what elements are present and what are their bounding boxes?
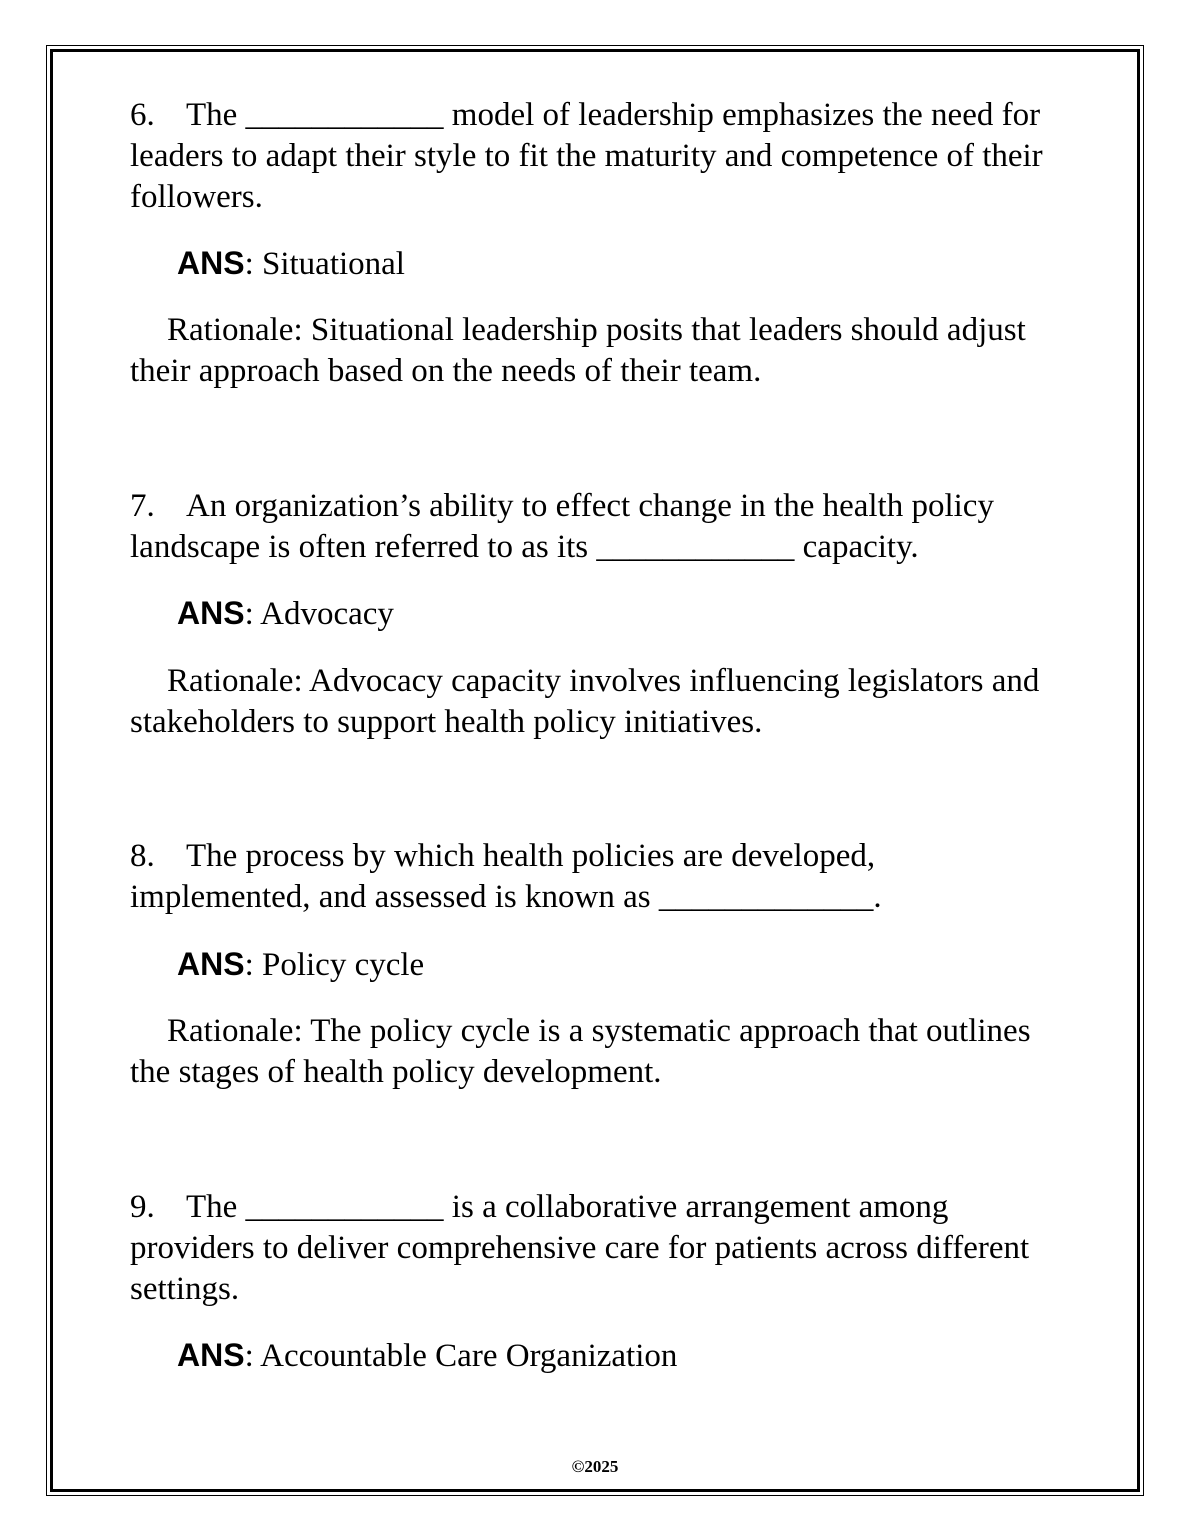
question-number: 9. (130, 1189, 155, 1225)
answer-9 (177, 1335, 677, 1377)
question-number: 8. (130, 838, 155, 874)
question-number: 7. (130, 488, 155, 524)
copyright-footer: ©2025 (571, 1457, 619, 1476)
question-9 (130, 1187, 1060, 1310)
question-text: The process by which health policies are developed, implemented, and assessed is known as _____________. (130, 838, 882, 915)
question-text: An organization’s ability to effect change in the health policy landscape is often referred to as its ____________ capacity. (130, 488, 994, 565)
answer-text: : Situational (244, 246, 405, 282)
rationale-8: Rationale: The policy cycle is a systematic approach that outlines the stages of health policy development. (130, 1013, 1031, 1090)
question-6 (130, 95, 1060, 218)
rationale-6: Rationale: Situational leadership posits that leaders should adjust their approach based on the needs of their team. (130, 312, 1026, 389)
question-number: 6. (130, 97, 155, 133)
answer-text: : Policy cycle (244, 947, 425, 983)
answer-label: ANS (177, 1337, 245, 1373)
question-text: The ____________ is a collaborative arrangement among providers to deliver comprehensive care for patients across different settings. (130, 1189, 1030, 1307)
question-7 (130, 486, 1060, 568)
answer-text: : Advocacy (244, 596, 394, 632)
answer-7 (177, 593, 394, 635)
answer-text: : Accountable Care Organization (244, 1338, 678, 1374)
question-text: The ____________ model of leadership emphasizes the need for leaders to adapt their style to fit the maturity and competence of their followers. (130, 97, 1043, 215)
answer-label: ANS (177, 946, 245, 982)
answer-label: ANS (177, 245, 245, 281)
answer-label: ANS (177, 595, 245, 631)
rationale-7: Rationale: Advocacy capacity involves influencing legislators and stakeholders to support health policy initiatives. (130, 663, 1040, 740)
answer-6 (177, 243, 405, 285)
question-8 (130, 836, 1060, 918)
answer-8 (177, 944, 424, 986)
